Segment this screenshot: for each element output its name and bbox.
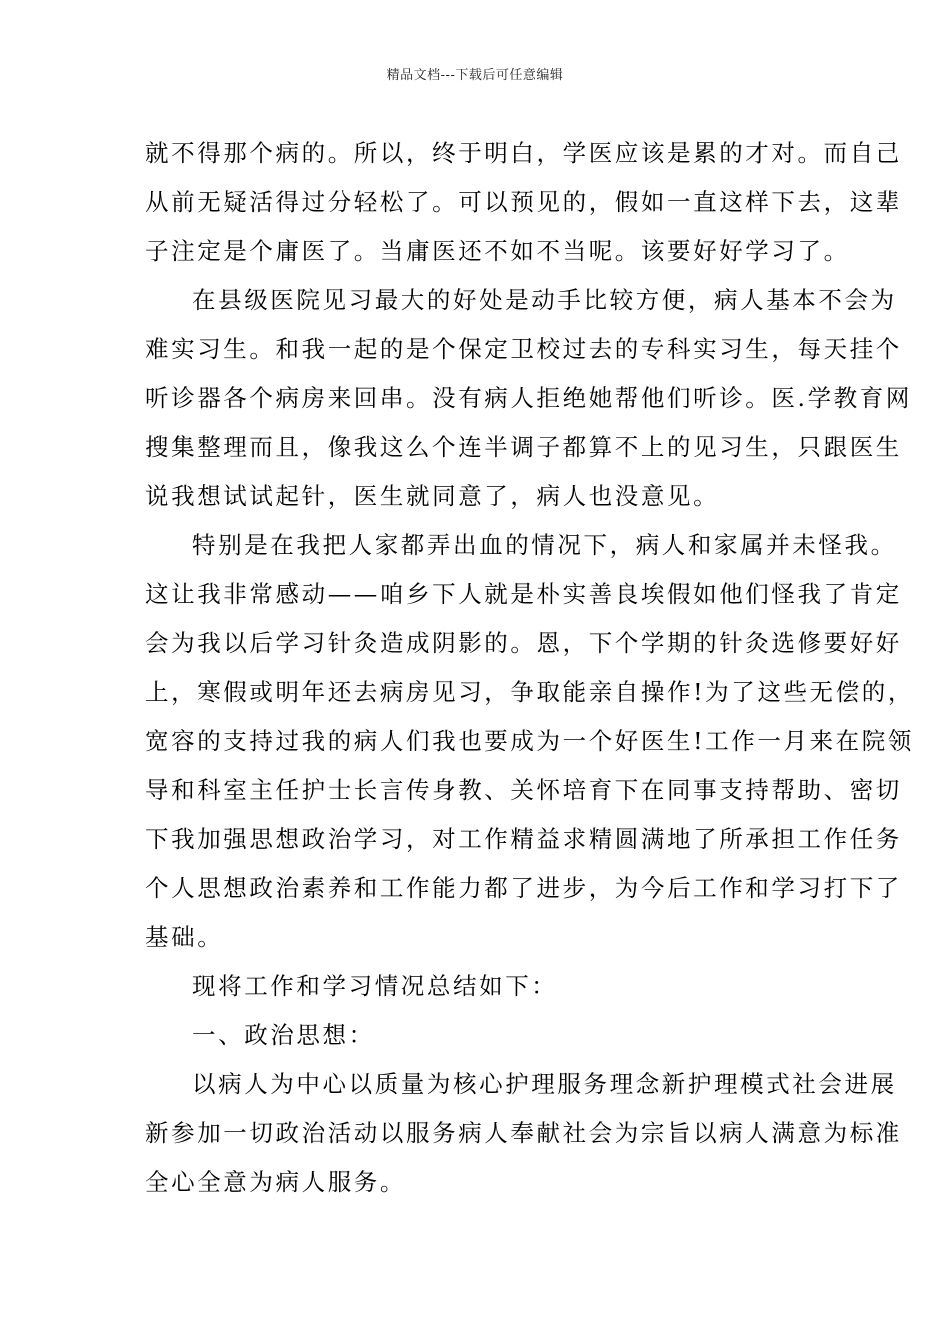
text-line: 全心全意为病人服务。 bbox=[145, 1168, 406, 1196]
text-line: 难实习生。和我一起的是个保定卫校过去的专科实习生，每天挂个 bbox=[145, 335, 902, 363]
text-line: 就不得那个病的。所以，终于明白，学医应该是累的才对。而自己 bbox=[145, 139, 902, 167]
paragraph-start-line: 以病人为中心以质量为核心护理服务理念新护理模式社会进展 bbox=[192, 1070, 897, 1098]
paragraph-start-line: 在县级医院见习最大的好处是动手比较方便，病人基本不会为 bbox=[192, 286, 897, 314]
text-line: 搜集整理而且，像我这么个连半调子都算不上的见习生，只跟医生 bbox=[145, 433, 902, 461]
text-line: 上，寒假或明年还去病房见习，争取能亲自操作!为了这些无偿的， bbox=[145, 678, 914, 706]
text-line: 下我加强思想政治学习，对工作精益求精圆满地了所承担工作任务 bbox=[145, 825, 902, 853]
text-line: 子注定是个庸医了。当庸医还不如不当呢。该要好好学习了。 bbox=[145, 237, 850, 265]
section-intro-line: 现将工作和学习情况总结如下： bbox=[192, 972, 558, 1000]
text-line: 会为我以后学习针灸造成阴影的。恩，下个学期的针灸选修要好好 bbox=[145, 629, 902, 657]
text-line: 宽容的支持过我的病人们我也要成为一个好医生!工作一月来在院领 bbox=[145, 727, 914, 755]
text-line: 听诊器各个病房来回串。没有病人拒绝她帮他们听诊。医.学教育网 bbox=[145, 384, 912, 412]
text-line: 基础。 bbox=[145, 923, 224, 951]
text-line: 这让我非常感动——咱乡下人就是朴实善良埃假如他们怪我了肯定 bbox=[145, 580, 902, 608]
text-line: 导和科室主任护士长言传身教、关怀培育下在同事支持帮助、密切 bbox=[145, 776, 902, 804]
text-line: 从前无疑活得过分轻松了。可以预见的，假如一直这样下去，这辈 bbox=[145, 188, 902, 216]
text-line: 新参加一切政治活动以服务病人奉献社会为宗旨以病人满意为标准 bbox=[145, 1119, 902, 1147]
paragraph-start-line: 特别是在我把人家都弄出血的情况下，病人和家属并未怪我。 bbox=[192, 531, 897, 559]
page-header: 精品文档---下载后可任意编辑 bbox=[386, 68, 564, 83]
text-line: 个人思想政治素养和工作能力都了进步，为今后工作和学习打下了 bbox=[145, 874, 902, 902]
text-line: 说我想试试起针，医生就同意了，病人也没意见。 bbox=[145, 482, 720, 510]
document-body bbox=[145, 133, 914, 1211]
section-heading: 一、政治思想： bbox=[192, 1021, 375, 1049]
